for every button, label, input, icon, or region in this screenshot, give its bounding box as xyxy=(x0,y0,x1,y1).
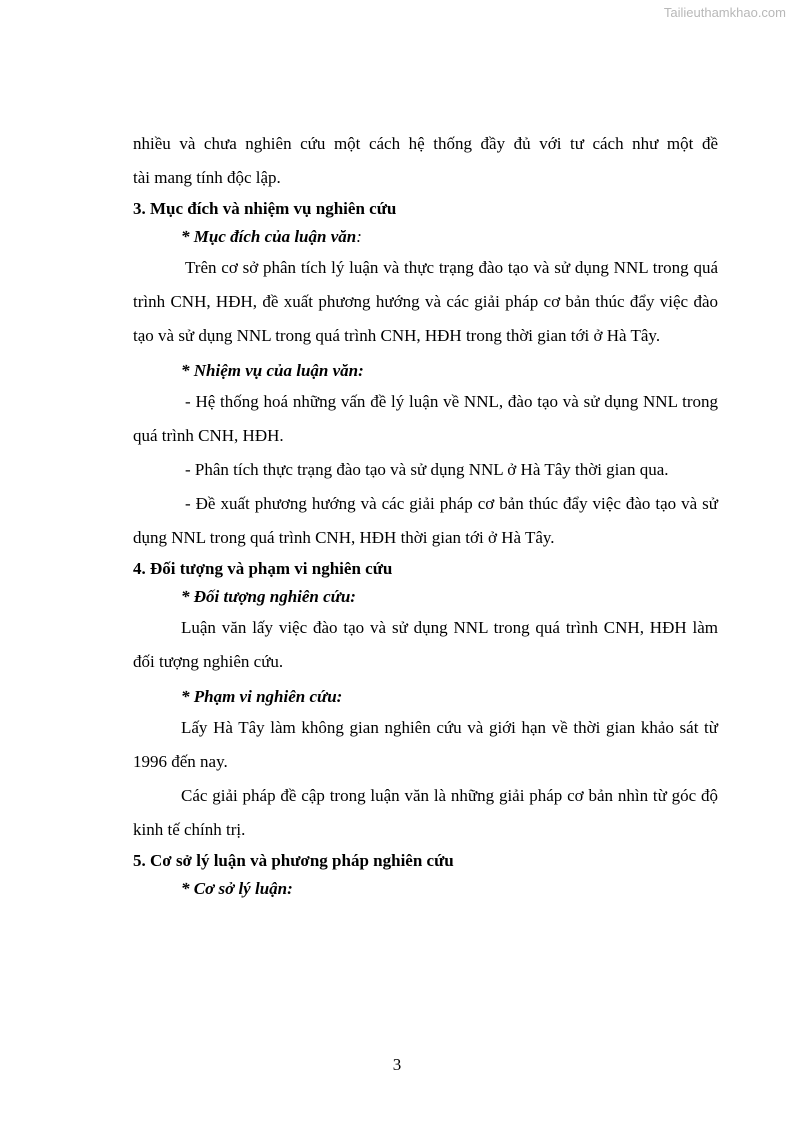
section-4-heading: 4. Đối tượng và phạm vi nghiên cứu xyxy=(133,559,393,578)
purpose-heading-colon: : xyxy=(356,227,362,246)
scope-paragraph-2: Các giải pháp đề cập trong luận văn là những giải pháp cơ bản nhìn từ góc độ kinh tế chính trị. xyxy=(133,786,718,839)
task-item-3: - Đề xuất phương hướng và các giải pháp cơ bản thúc đẩy việc đào tạo và sử dụng NNL trong quá trình CNH, HĐH thời gian tới ở Hà Tây. xyxy=(133,494,718,547)
intro-line-1: nhiều và chưa nghiên cứu một cách hệ thống đầy đủ với tư cách như một đề xyxy=(133,134,718,153)
purpose-paragraph: Trên cơ sở phân tích lý luận và thực trạng đào tạo và sử dụng NNL trong quá trình CNH, HĐH, đề xuất phương hướng và các giải pháp cơ bản thúc đẩy việc đào tạo và sử dụng NNL trong quá trình CNH, HĐH trong thời gian tới ở Hà Tây. xyxy=(133,258,718,345)
object-heading: * Đối tượng nghiên cứu: xyxy=(181,587,356,606)
task-item-2: - Phân tích thực trạng đào tạo và sử dụng NNL ở Hà Tây thời gian qua. xyxy=(185,460,669,479)
object-paragraph: Luận văn lấy việc đào tạo và sử dụng NNL trong quá trình CNH, HĐH làm đối tượng nghiên cứu. xyxy=(133,618,718,671)
intro-line-2: tài mang tính độc lập. xyxy=(133,168,281,187)
section-3-heading: 3. Mục đích và nhiệm vụ nghiên cứu xyxy=(133,199,397,218)
intro-paragraph xyxy=(133,127,718,195)
tasks-heading: * Nhiệm vụ của luận văn: xyxy=(181,361,364,380)
task-item-1: - Hệ thống hoá những vấn đề lý luận về NNL, đào tạo và sử dụng NNL trong quá trình CNH, HĐH. xyxy=(133,392,718,445)
document-body xyxy=(133,127,718,903)
scope-paragraph-1: Lấy Hà Tây làm không gian nghiên cứu và giới hạn về thời gian khảo sát từ 1996 đến nay. xyxy=(133,718,718,771)
basis-heading: * Cơ sở lý luận: xyxy=(181,879,293,898)
section-5-heading: 5. Cơ sở lý luận và phương pháp nghiên cứu xyxy=(133,851,454,870)
purpose-heading-main: * Mục đích của luận văn xyxy=(181,227,357,246)
scope-heading: * Phạm vi nghiên cứu: xyxy=(181,687,343,706)
page-number: 3 xyxy=(392,1055,402,1074)
watermark: Tailieuthamkhao.com xyxy=(663,5,786,20)
purpose-heading xyxy=(181,223,718,251)
